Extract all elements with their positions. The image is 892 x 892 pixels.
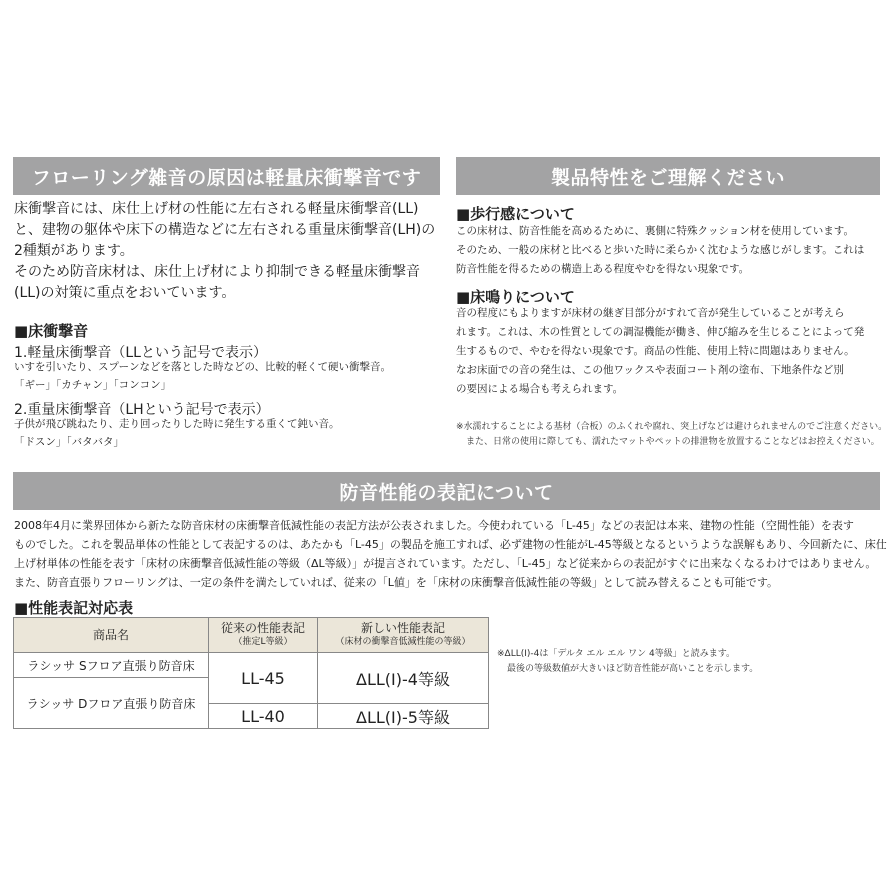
table-header-row — [14, 618, 489, 653]
text-line: 上げ材単体の性能を表す「床材の床衝撃音低減性能の等級（ΔL等級）」が提言されています。ただし、「L-45」など従来からの表記がすぐに出来なくなるわけではありません。 — [14, 557, 877, 570]
header-new-rating: 新しい性能表記 （床材の衝撃音低減性能の等級） — [318, 618, 489, 653]
header-old-rating: 従来の性能表記 （推定L等級） — [209, 618, 318, 653]
table-note — [497, 647, 758, 677]
intro-line: と、建物の躯体や床下の構造などに左右される重量床衝撃音(LH)の — [14, 222, 436, 238]
text-line: また、防音直張りフローリングは、一定の条件を満たしていれば、従来の「L値」を「床材の床衝撃音低減性能の等級」として読み替えることも可能です。 — [14, 576, 779, 589]
new-rating: ΔLL(I)-5等級 — [318, 704, 489, 729]
light-impact-examples: 「ギー」「カチャン」「コンコン」 — [14, 379, 172, 391]
left-section-title: フローリング雑音の原因は軽量床衝撃音です — [13, 157, 440, 195]
note-line: また、日常の使用に際しても、濡れたマットやペットの排泄物を放置することなどはお控えください。 — [466, 437, 880, 447]
note-line: ※水濡れすることによる基材（合板）のふくれや腐れ、突上げなどは避けられませんのでご注意ください。 — [456, 422, 888, 432]
old-rating: LL-45 — [209, 653, 318, 704]
text-line: れます。これは、木の性質としての調湿機能が働き、伸び縮みを生じることによって発 — [456, 326, 865, 338]
product-name: ラシッサ Dフロア直張り防音床 — [14, 678, 209, 729]
light-impact-desc: いすを引いたり、スプーンなどを落とした時などの、比較的軽くて硬い衝撃音。 — [14, 361, 392, 373]
note-line: 最後の等級数値が大きいほど防音性能が高いことを示します。 — [507, 664, 759, 674]
note-line: ※ΔLL(I)-4は「デルタ エル エル ワン 4等級」と読みます。 — [497, 649, 736, 659]
old-rating: LL-40 — [209, 704, 318, 729]
walking-feel-text — [456, 222, 864, 279]
heavy-impact-desc: 子供が飛び跳ねたり、走り回ったりした時に発生する重くて鈍い音。 — [14, 418, 340, 430]
text-line: 音の程度にもよりますが床材の継ぎ目部分がすれて音が発生していることが考えら — [456, 307, 845, 319]
text-line: 2008年4月に業界団体から新たな防音床材の床衝撃音低減性能の表記方法が公表されました。今使われている「L-45」などの表記は本来、建物の性能（空間性能）を表す — [14, 519, 854, 532]
header-product: 商品名 — [14, 618, 209, 653]
heavy-impact-title: 2.重量床衝撃音（LHという記号で表示） — [14, 402, 270, 418]
left-intro — [14, 199, 435, 304]
product-name: ラシッサ Sフロア直張り防音床 — [14, 653, 209, 678]
floor-squeak-heading: ■床鳴りについて — [456, 288, 575, 306]
text-line: ものでした。これを製品単体の性能として表記するのは、あたかも「L-45」の製品を施工すれば、必ず建物の性能がL-45等級となるというような誤解もあり、今回新たに、床仕 — [14, 538, 887, 551]
notation-explanation — [14, 516, 887, 592]
walking-feel-heading: ■歩行感について — [456, 205, 575, 223]
right-section-title: 製品特性をご理解ください — [456, 157, 880, 195]
new-rating: ΔLL(I)-4等級 — [318, 653, 489, 704]
intro-line: 2種類があります。 — [14, 243, 134, 259]
impact-sound-heading: ■床衝撃音 — [14, 322, 89, 340]
heavy-impact-examples: 「ドスン」「バタバタ」 — [14, 436, 125, 448]
table-heading: ■性能表記対応表 — [14, 599, 134, 617]
intro-line: (LL)の対策に重点をおいています。 — [14, 285, 236, 301]
water-caution-note — [456, 420, 887, 450]
text-line: 防音性能を得るための構造上ある程度やむを得ない現象です。 — [456, 263, 750, 275]
table-row — [14, 653, 489, 678]
text-line: なお床面での音の発生は、この他ワックスや表面コート剤の塗布、下地条件など別 — [456, 364, 844, 376]
text-line: 生するもので、やむを得ない現象です。商品の性能、使用上特に問題はありません。 — [456, 345, 855, 357]
intro-line: 床衝撃音には、床仕上げ材の性能に左右される軽量床衝撃音(LL) — [14, 201, 419, 217]
text-line: この床材は、防音性能を高めるために、裏側に特殊クッション材を使用しています。 — [456, 225, 854, 237]
bottom-section-title: 防音性能の表記について — [13, 472, 880, 510]
intro-line: そのため防音床材は、床仕上げ材により抑制できる軽量床衝撃音 — [14, 264, 420, 280]
floor-squeak-text — [456, 304, 864, 399]
light-impact-title: 1.軽量床衝撃音（LLという記号で表示） — [14, 345, 267, 361]
text-line: そのため、一般の床材と比べると歩いた時に柔らかく沈むような感じがします。これは — [456, 244, 865, 256]
text-line: の要因による場合も考えられます。 — [456, 383, 624, 395]
rating-table — [13, 617, 489, 729]
